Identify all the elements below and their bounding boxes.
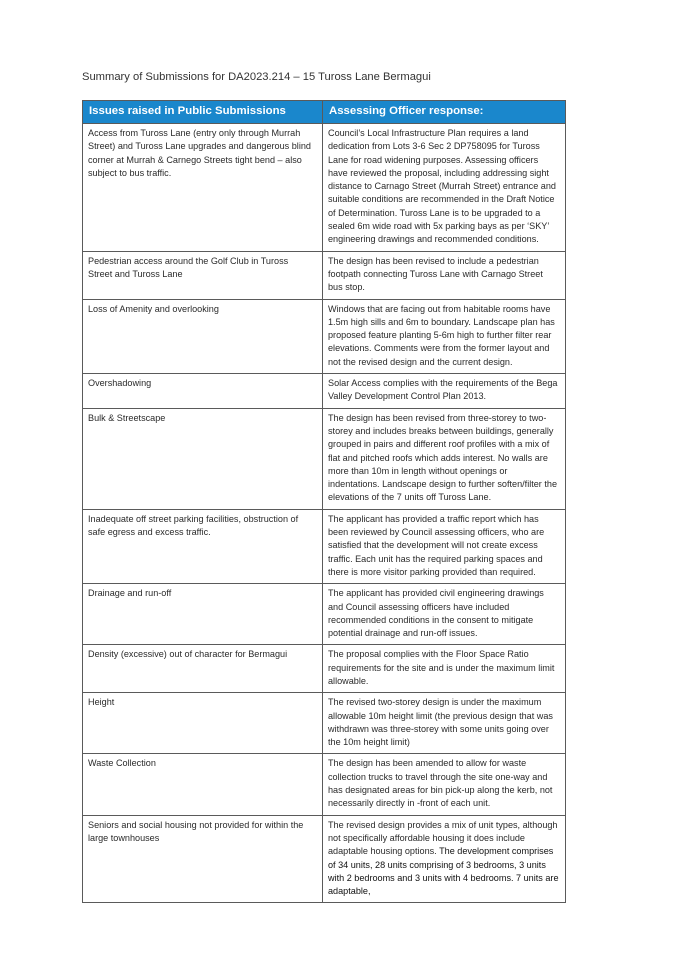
table-row (83, 374, 566, 409)
issue-cell: Drainage and run-off (83, 584, 323, 645)
issue-cell: Overshadowing (83, 374, 323, 409)
issue-cell: Height (83, 693, 323, 754)
response-cell: The applicant has provided civil engineering drawings and Council assessing officers have included recommended conditions in the consent to mitigate potential drainage and run-off issues. (323, 584, 566, 645)
response-text-continued: The development comprises of 34 units, 28 units comprising of 3 bedrooms, 3 units with 2 bedrooms and 3 units with 4 bedrooms. 7 units are adaptable, (328, 846, 559, 897)
table-row (83, 509, 566, 583)
response-cell: The design has been revised from three-storey to two-storey and includes breaks between buildings, generally grouped in pairs and different roof profiles with a mix of flat and pitched roofs which adds interest. No walls are more than 10m in length without openings or indentations. Landscape design to further soften/filter the elevations of the 7 units off Tuross Lane. (323, 408, 566, 509)
table-row (83, 299, 566, 373)
table-row (83, 251, 566, 299)
response-cell: Council’s Local Infrastructure Plan requires a land dedication from Lots 3-6 Sec 2 DP758095 for Tuross Lane for road widening purposes. Assessing officers have reviewed the proposal, including addressing sight distance to Carnago Street (Murrah Street) entrance and suitable conditions are recommended in the Draft Notice of Determination. Tuross Lane is to be upgraded to a sealed 6m wide road with 5x parking bays as per ‘SKY’ engineering drawings and recommended conditions. (323, 124, 566, 252)
response-text: The revised design provides a mix of unit types, although not specifically affordable housing it does include adaptable housing options. (328, 819, 558, 857)
document-title: Summary of Submissions for DA2023.214 – 15 Tuross Lane Bermagui (82, 71, 431, 83)
table-row (83, 408, 566, 509)
issue-cell: Waste Collection (83, 754, 323, 815)
response-cell: The design has been revised to include a pedestrian footpath connecting Tuross Lane with Carnago Street bus stop. (323, 251, 566, 299)
response-cell: The design has been amended to allow for waste collection trucks to travel through the site one-way and has designated areas for bin pick-up along the kerb, not necessarily directly in -front of each unit. (323, 754, 566, 815)
response-cell: The proposal complies with the Floor Space Ratio requirements for the site and is under the maximum limit allowable. (323, 645, 566, 693)
response-cell: The applicant has provided a traffic report which has been reviewed by Council assessing officers, who are satisfied that the development will not create excess traffic. Each unit has the required parking spaces and there is more visitor parking provided than required. (323, 509, 566, 583)
issue-cell: Pedestrian access around the Golf Club in Tuross Street and Tuross Lane (83, 251, 323, 299)
response-cell (323, 815, 566, 903)
header-response: Assessing Officer response: (323, 101, 566, 124)
table-row (83, 815, 566, 903)
response-cell: Windows that are facing out from habitable rooms have 1.5m high sills and 6m to boundary. Landscape plan has proposed feature planting 5-6m high to further filter rear elevations. Comments were from the former layout and not the revised design and the current design. (323, 299, 566, 373)
table-header-row (83, 101, 566, 124)
submissions-table (82, 100, 566, 903)
response-cell: The revised two-storey design is under the maximum allowable 10m height limit (the previous design that was withdrawn was three-storey with some units going over the 10m height limit) (323, 693, 566, 754)
table-row (83, 645, 566, 693)
table-row (83, 584, 566, 645)
issue-cell: Density (excessive) out of character for Bermagui (83, 645, 323, 693)
issue-cell: Bulk & Streetscape (83, 408, 323, 509)
issue-cell: Loss of Amenity and overlooking (83, 299, 323, 373)
issue-cell: Access from Tuross Lane (entry only through Murrah Street) and Tuross Lane upgrades and dangerous blind corner at Murrah & Carnego Streets tight bend – also subject to bus traffic. (83, 124, 323, 252)
table-row (83, 124, 566, 252)
header-issues: Issues raised in Public Submissions (83, 101, 323, 124)
issue-cell: Seniors and social housing not provided for within the large townhouses (83, 815, 323, 903)
issue-cell: Inadequate off street parking facilities, obstruction of safe egress and excess traffic. (83, 509, 323, 583)
table-row (83, 754, 566, 815)
response-cell: Solar Access complies with the requirements of the Bega Valley Development Control Plan 2013. (323, 374, 566, 409)
table-row (83, 693, 566, 754)
